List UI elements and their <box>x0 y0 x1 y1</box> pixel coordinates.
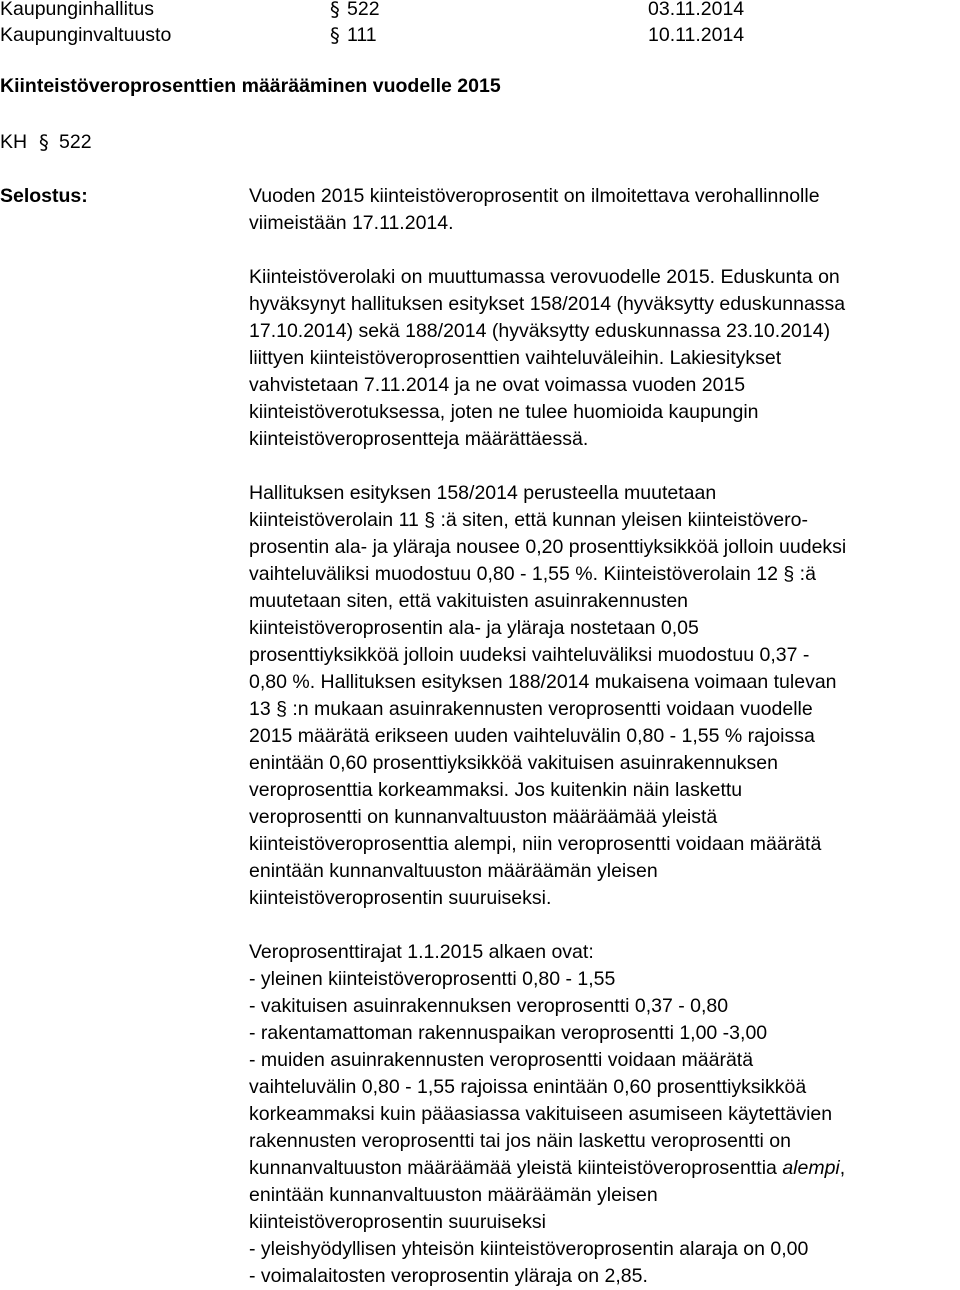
rates-line: vaihteluvälin 0,80 - 1,55 rajoissa enintään 0,60 prosenttiyksikköä <box>249 1076 807 1098</box>
header-section-number: 522 <box>347 0 380 20</box>
para1-line: hyväksynyt hallituksen esitykset 158/2014 (hyväksytty eduskunnassa <box>249 293 846 315</box>
section-sign: § <box>330 0 340 21</box>
para2-line: kiinteistöverolain 11 § :ä siten, että kunnan yleisen kiinteistövero- <box>249 509 808 531</box>
para2-line: 2015 määrätä erikseen uuden vaihteluvälin 0,80 - 1,55 % rajoissa <box>249 725 815 747</box>
rates-line: enintään kunnanvaltuuston määräämän yleisen <box>249 1184 658 1206</box>
rates-line-italic: alempi <box>782 1157 840 1179</box>
rates-line: - muiden asuinrakennusten veroprosentti voidaan määrätä <box>249 1049 754 1071</box>
kh-ref-number: 522 <box>59 131 92 153</box>
intro-line: Vuoden 2015 kiinteistöveroprosentit on ilmoitettava verohallinnolle <box>249 185 820 207</box>
para2-line: muutetaan siten, että vakituisten asuinrakennusten <box>249 590 689 612</box>
header-date: 03.11.2014 <box>648 0 745 20</box>
rates-line-text: , <box>839 1157 846 1179</box>
header-body-name: Kaupunginvaltuusto <box>0 24 172 46</box>
para2-line: enintään 0,60 prosenttiyksikköä vakituisen asuinrakennuksen <box>249 752 778 774</box>
rates-line: kiinteistöveroprosentin suuruiseksi <box>249 1211 546 1233</box>
rates-line: - voimalaitosten veroprosentin yläraja on 2,85. <box>249 1265 648 1287</box>
rates-line-text: kunnanvaltuuston määräämää yleistä kiinteistöveroprosenttia <box>249 1157 783 1179</box>
kh-ref-prefix: KH <box>0 131 28 153</box>
rates-line: rakennusten veroprosentti tai jos näin laskettu veroprosentti on <box>249 1130 791 1152</box>
para2-line: vaihteluväliksi muodostuu 0,80 - 1,55 %. Kiinteistöverolain 12 § :ä <box>249 563 816 585</box>
rates-line: - yleishyödyllisen yhteisön kiinteistöveroprosentin alaraja on 0,00 <box>249 1238 809 1260</box>
para1-line: vahvistetaan 7.11.2014 ja ne ovat voimassa vuoden 2015 <box>249 374 746 396</box>
rates-line: - yleinen kiinteistöveroprosentti 0,80 - 1,55 <box>249 968 616 990</box>
para2-line: prosentin ala- ja yläraja nousee 0,20 prosenttiyksikköä jolloin uudeksi <box>249 536 847 558</box>
para2-line: prosenttiyksikköä jolloin uudeksi vaihteluväliksi muodostuu 0,37 - <box>249 644 810 666</box>
rates-heading: Veroprosenttirajat 1.1.2015 alkaen ovat: <box>249 941 594 963</box>
section-sign: § <box>39 131 49 154</box>
header-date: 10.11.2014 <box>648 24 745 46</box>
intro-line: viimeistään 17.11.2014. <box>249 212 454 234</box>
para2-line: 13 § :n mukaan asuinrakennusten veroprosentti voidaan vuodelle <box>249 698 813 720</box>
para1-line: kiinteistöveroprosentteja määrättäessä. <box>249 428 589 450</box>
document-title: Kiinteistöveroprosenttien määrääminen vuodelle 2015 <box>0 75 501 97</box>
para2-line: kiinteistöveroprosenttia alempi, niin veroprosentti voidaan määrätä <box>249 833 822 855</box>
para2-line: veroprosenttia korkeammaksi. Jos kuitenkin näin laskettu <box>249 779 743 801</box>
para1-line: 17.10.2014) sekä 188/2014 (hyväksytty eduskunnassa 23.10.2014) <box>249 320 831 342</box>
para1-line: kiinteistöverotuksessa, joten ne tulee huomioida kaupungin <box>249 401 759 423</box>
body-text <box>249 183 957 1290</box>
header-section-number: 111 <box>347 24 377 46</box>
para2-line: enintään kunnanvaltuuston määräämän yleisen <box>249 860 658 882</box>
para2-line: Hallituksen esityksen 158/2014 perusteella muutetaan <box>249 482 717 504</box>
para2-line: veroprosentti on kunnanvaltuuston määräämää yleistä <box>249 806 718 828</box>
para2-line: 0,80 %. Hallituksen esityksen 188/2014 mukaisena voimaan tulevan <box>249 671 837 693</box>
para2-line: kiinteistöveroprosentin suuruiseksi. <box>249 887 552 909</box>
rates-line <box>249 1155 957 1182</box>
rates-line: korkeammaksi kuin pääasiassa vakituiseen asumiseen käytettävien <box>249 1103 833 1125</box>
para2-line: kiinteistöveroprosentin ala- ja yläraja nostetaan 0,05 <box>249 617 699 639</box>
para1-line: liittyen kiinteistöveroprosenttien vaihteluväleihin. Lakiesitykset <box>249 347 782 369</box>
header-body-name: Kaupunginhallitus <box>0 0 154 20</box>
selostus-label: Selostus: <box>0 185 88 207</box>
rates-line: - rakentamattoman rakennuspaikan veroprosentti 1,00 -3,00 <box>249 1022 768 1044</box>
para1-line: Kiinteistöverolaki on muuttumassa verovuodelle 2015. Eduskunta on <box>249 266 840 288</box>
section-sign: § <box>330 24 340 47</box>
rates-line: - vakituisen asuinrakennuksen veroprosentti 0,37 - 0,80 <box>249 995 729 1017</box>
